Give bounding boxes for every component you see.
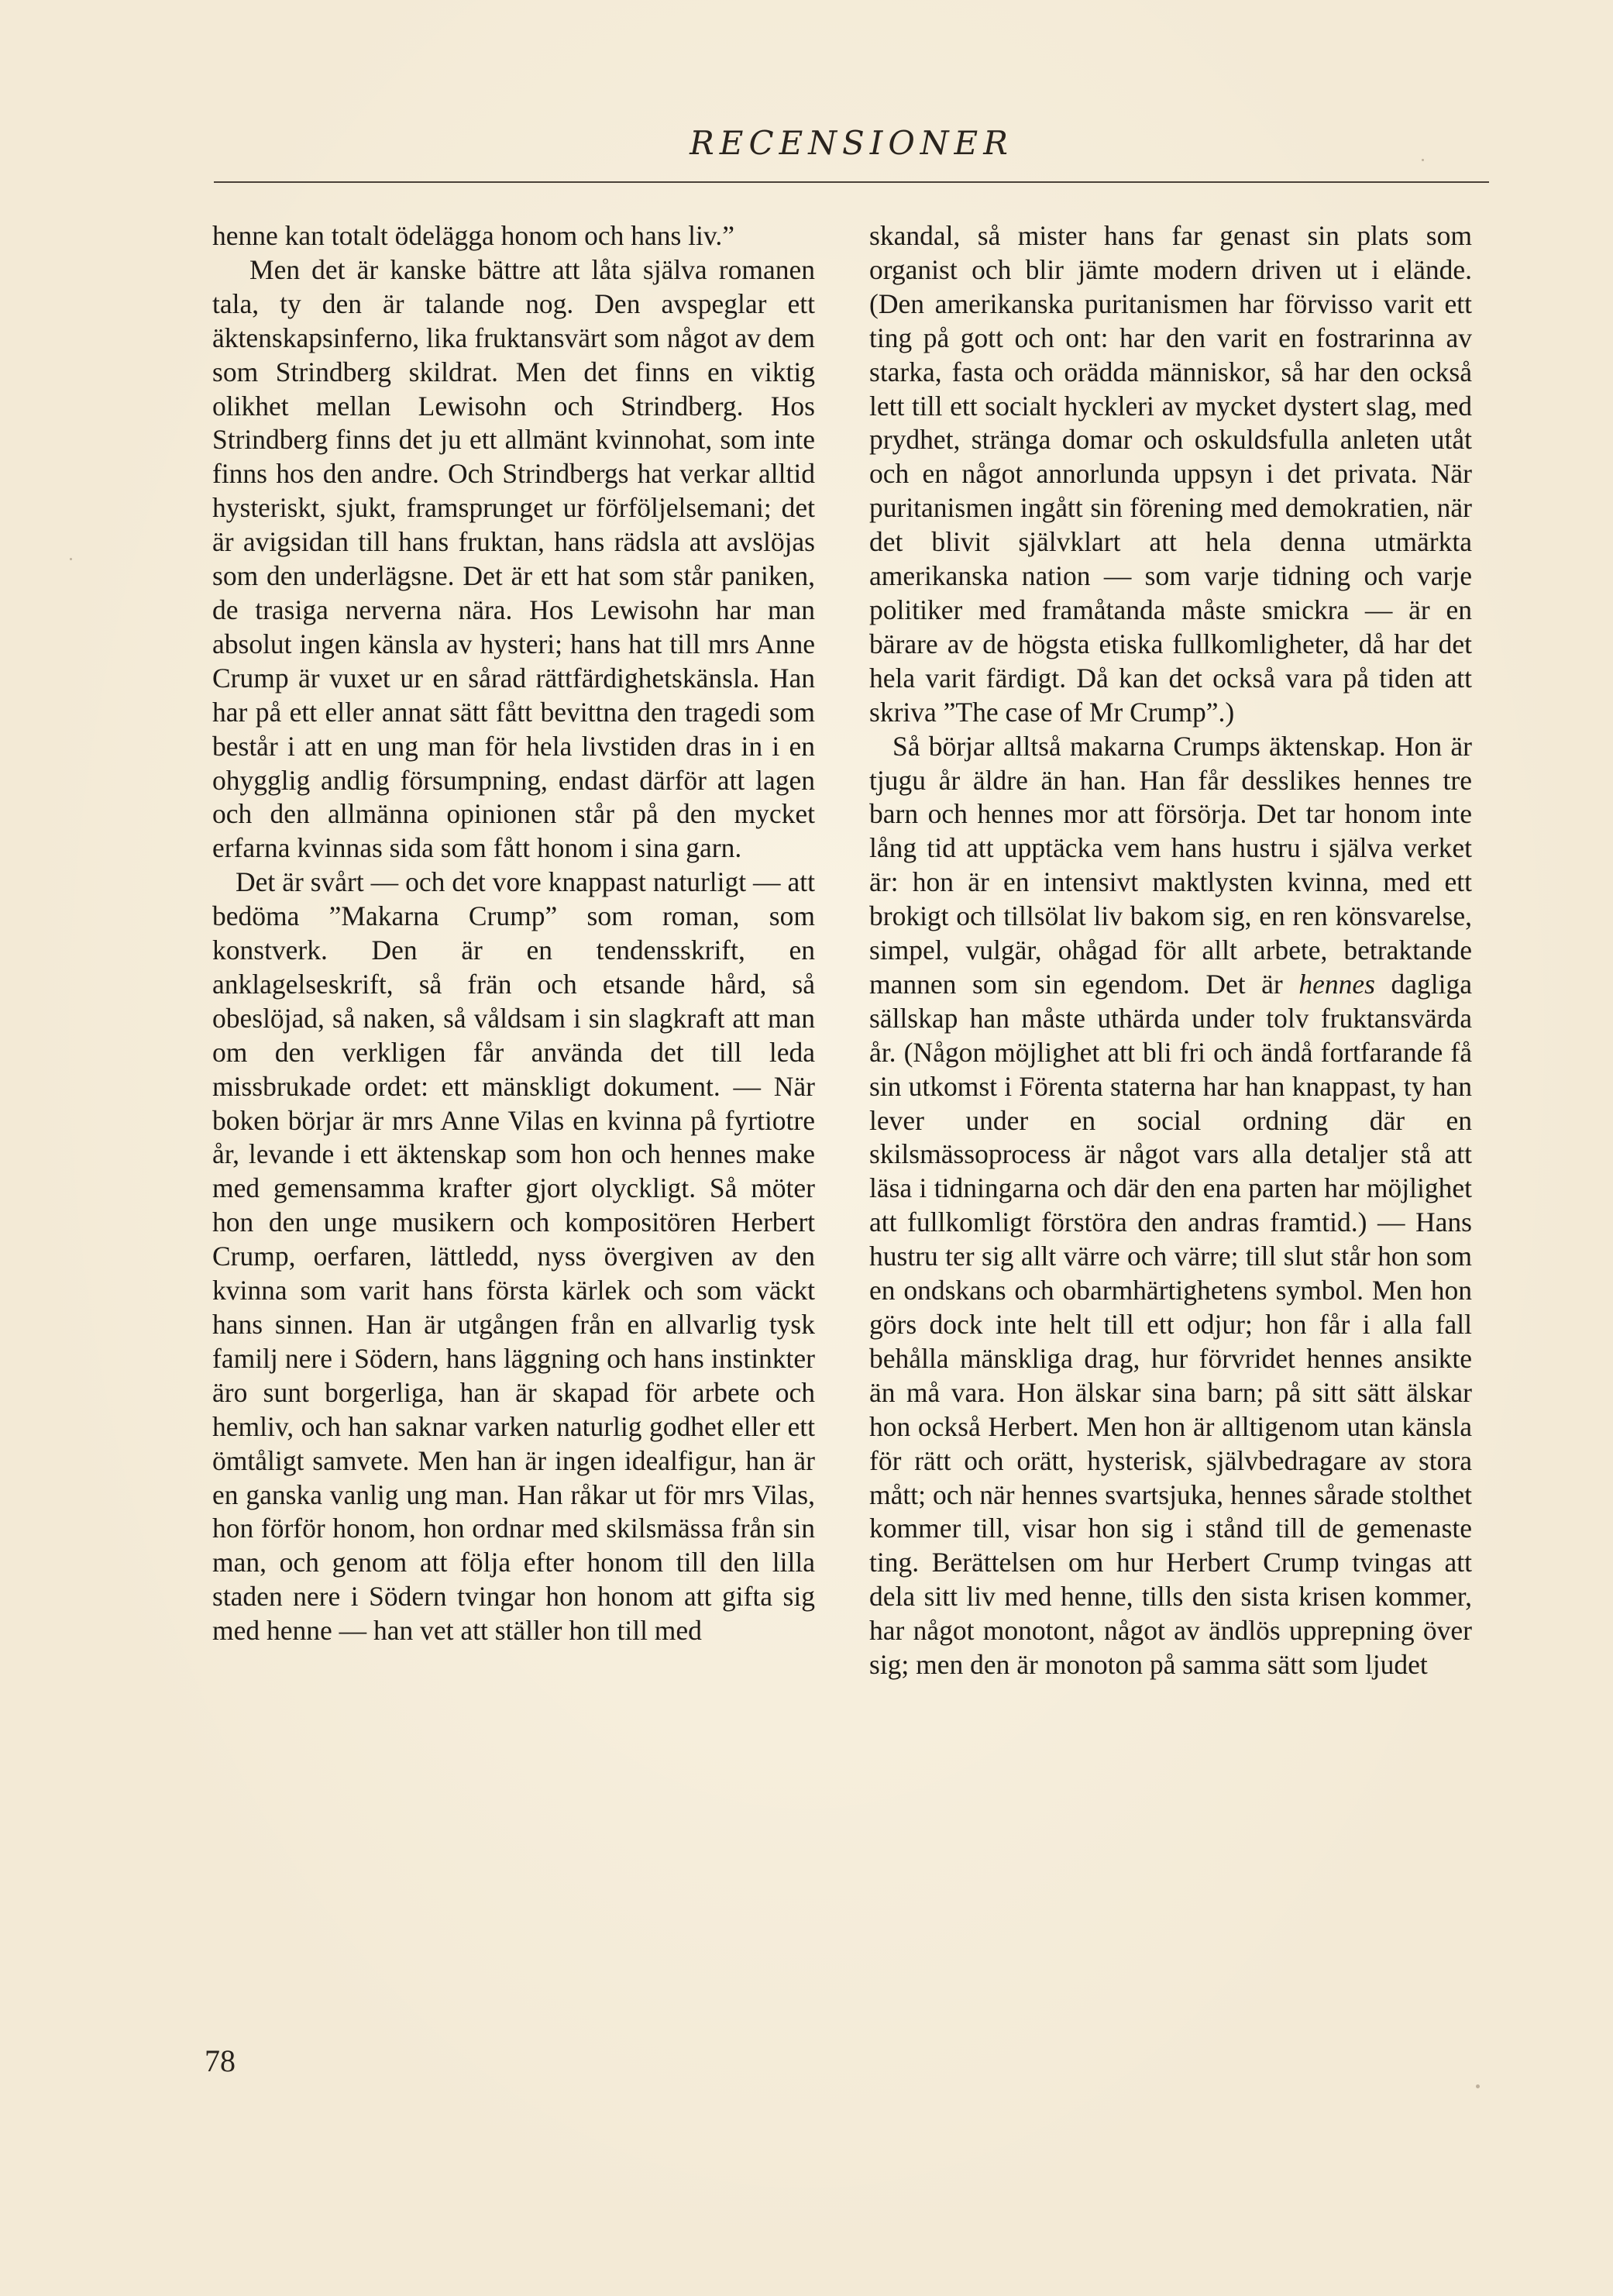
emphasis-text: hennes	[1298, 968, 1375, 1000]
paragraph-text: Så börjar alltså makarna Crumps äktenskap. Hon är tjugu år äldre än han. Han får desslikes hennes tre barn och hennes mor att försörja. Det tar honom inte lång tid att upptäcka vem hans hustru i själva verket är: hon är en intensivt maktlysten kvinna, med ett brokigt och tillsölat liv bakom sig, en ren könsvarelse, simpel, vulgär, ohågad för allt arbete, betraktande mannen som sin egendom. Det är	[869, 730, 1472, 1000]
paragraph-text: dagliga sällskap han måste uthärda under tolv fruktansvärda år. (Någon möjlighet att bli fri och ändå fortfarande få sin utkomst i Förenta staterna har han knappast, ty han lever under en social ordning där en skilsmässoprocess är något vars alla detaljer stå att läsa i tidningarna och där den ena parten har möjlighet att fullkomligt förstöra den andras framtid.) — Hans hustru ter sig allt värre och värre; till slut står hon som en ondskans och obarmhärtighetens symbol. Men hon görs dock inte helt till ett odjur; hon får i alla fall behålla mänskliga drag, hur förvridet hennes ansikte än må vara. Hon älskar sina barn; på sitt sätt älskar hon också Herbert. Men hon är alltigenom utan känsla för rätt och orätt, hysterisk, självbedragare av stora mått; och när hennes svartsjuka, hennes sårade stolthet kommer till, visar hon sig i stånd till de gemenaste ting. Berättelsen om hur Herbert Crump tvingas att dela sitt liv med henne, tills den sista krisen kommer, har något monotont, något av ändlös upprepning över sig; men den är monoton på samma sätt som ljudet	[869, 968, 1473, 1681]
header-rule	[214, 181, 1489, 183]
paragraph	[869, 730, 1472, 1682]
paper-speck	[1422, 159, 1424, 161]
running-header: RECENSIONER	[690, 124, 1013, 162]
paragraph: henne kan totalt ödelägga honom och hans liv.”	[212, 220, 734, 251]
paragraph: skandal, så mister hans far genast sin plats som organist och blir jämte modern driven ut i elände. (Den amerikanska puritanismen har förvisso varit ett ting på gott och ont: har den varit en fostrarinna av starka, fasta och orädda människor, så har den också lett till ett socialt hyckleri av mycket dystert slag, med prydhet, stränga domar och oskuldsfulla anleten utåt och en något annorlunda uppsyn i det privata. När puritanismen ingått sin förening med demokratien, när det blivit självklart att hela denna utmärkta amerikanska nation — som varje tidning och varje politiker med framåtanda måste smickra — är en bärare av de högsta etiska fullkomligheter, då har det hela varit färdigt. Då kan det också vara på tiden att skriva ”The case of Mr Crump”.)	[869, 220, 1472, 728]
paper-speck	[1476, 2084, 1480, 2088]
right-column	[869, 219, 1472, 1682]
left-column	[212, 219, 815, 1648]
page-number: 78	[205, 2043, 236, 2078]
paragraph: Det är svårt — och det vore knappast naturligt — att bedöma ”Makarna Crump” som roman, som konstverk. Den är en tendensskrift, en anklagelseskrift, så frän och etsande hård, så obeslöjad, så naken, så våldsam i sin slagkraft att man om den verkligen får använda det till leda missbrukade ordet: ett mänskligt dokument. — När boken börjar är mrs Anne Vilas en kvinna på fyrtiotre år, levande i ett äktenskap som hon och hennes make med gemensamma krafter gjort olyckligt. Så möter hon den unge musikern och kompositören Herbert Crump, oerfaren, lättledd, nyss övergiven av den kvinna som varit hans första kärlek och som väckt hans sinnen. Han är utgången från en allvarlig tysk familj nere i Södern, hans läggning och hans instinkter äro sunt borgerliga, han är skapad för arbete och hemliv, och han saknar varken naturlig godhet eller ett ömtåligt samvete. Men han är ingen idealfigur, han är en ganska vanlig ung man. Han råkar ut för mrs Vilas, hon förför honom, hon ordnar med skilsmässa från sin man, och genom att följa efter honom till den lilla staden nere i Södern tvingar hon honom att gifta sig med henne — han vet att ställer hon till med	[212, 866, 815, 1647]
paper-speck	[70, 558, 72, 560]
paragraph: Men det är kanske bättre att låta själva romanen tala, ty den är talande nog. Den avspeglar ett äktenskapsinferno, lika fruktansvärt som något av dem som Strindberg skildrat. Men det finns en viktig olikhet mellan Lewisohn och Strindberg. Hos Strindberg finns det ju ett allmänt kvinnohat, som inte finns hos den andre. Och Strindbergs hat verkar alltid hysteriskt, sjukt, framsprunget ur förföljelsemani; det är avigsidan till hans fruktan, hans rädsla att avslöjas som den underlägsne. Det är ett hat som står paniken, de trasiga nerverna nära. Hos Lewisohn har man absolut ingen känsla av hysteri; hans hat till mrs Anne Crump är vuxet ur en sårad rättfärdighetskänsla. Han har på ett eller annat sätt fått bevittna den tragedi som består i att en ung man för hela livstiden dras in i en ohygglig andlig försumpning, endast därför att lagen och den allmänna opinionen står på den mycket erfarna kvinnas sida som fått honom i sina garn.	[212, 253, 815, 864]
